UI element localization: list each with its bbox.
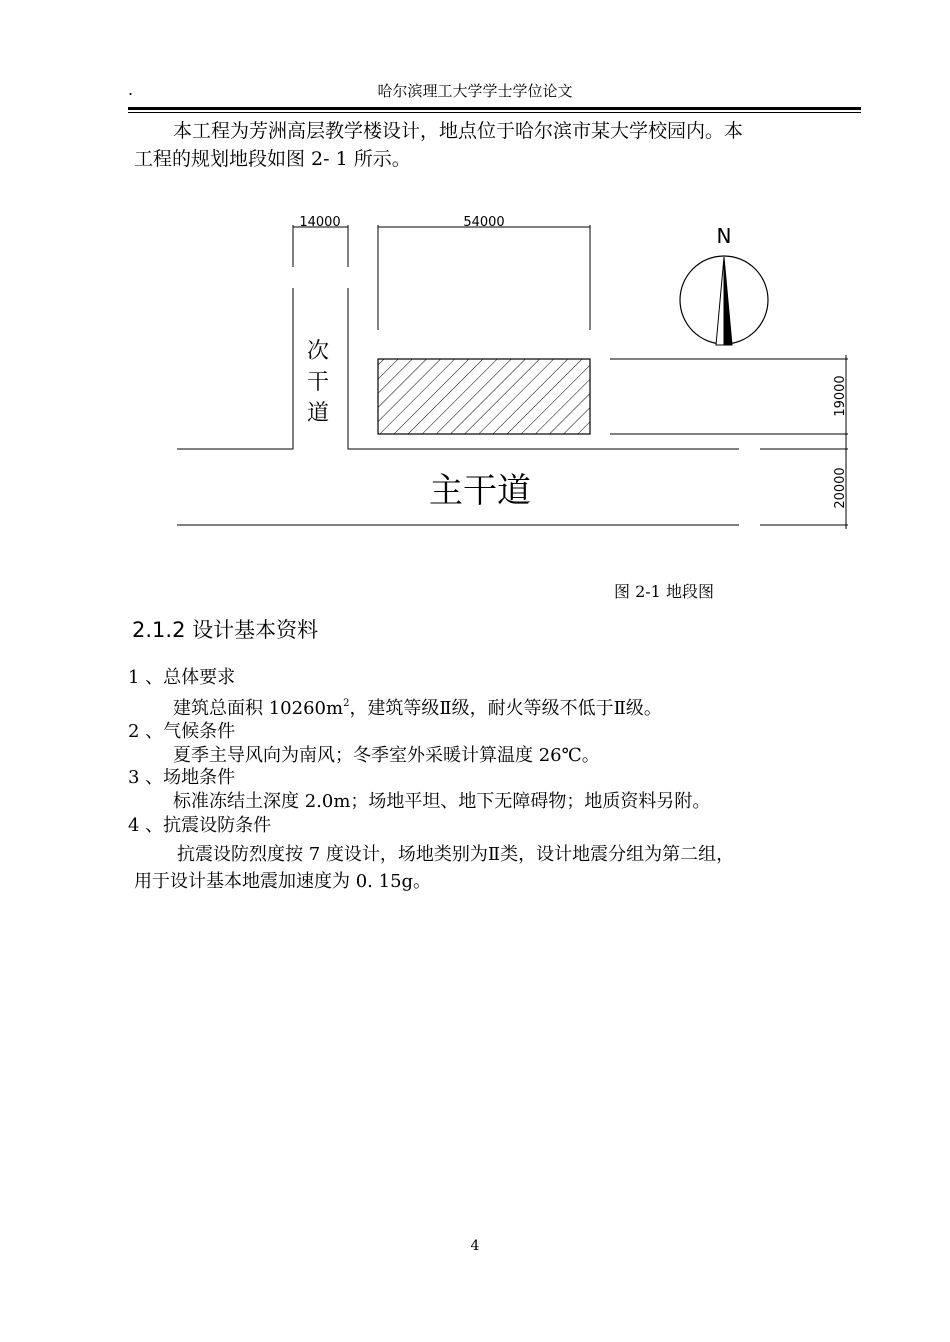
- building-footprint: [378, 359, 590, 434]
- secondary-road-char-2: 干: [306, 370, 330, 395]
- item-4-text-line-2: 用于设计基本地震加速度为 0. 15g。: [134, 871, 432, 892]
- dimension-top-main-label: 54000: [463, 215, 505, 230]
- dimension-right-lower-label: 20000: [833, 467, 848, 509]
- item-3-label: 3 、场地条件: [128, 767, 236, 788]
- section-heading: 2.1.2 设计基本资料: [132, 618, 319, 642]
- north-label: N: [716, 224, 732, 248]
- site-plan-figure: [170, 205, 860, 540]
- north-arrow-right: [724, 257, 732, 345]
- item-4-label: 4 、抗震设防条件: [128, 815, 272, 836]
- dimension-top-left: [293, 225, 348, 267]
- item-1-text: 建筑总面积 $10260m^2$，建筑等级Ⅱ级，耐火等级不低于Ⅱ级。: [173, 698, 662, 719]
- item-3-text: 标准冻结土深度 2.0m；场地平坦、地下无障碍物；地质资料另附。: [173, 791, 711, 812]
- header-rule-thick: [128, 107, 861, 110]
- dimension-top-main: [378, 225, 590, 330]
- secondary-road-char-1: 次: [306, 339, 330, 364]
- header-dot: .: [128, 80, 134, 99]
- figure-caption: 图 2-1 地段图: [614, 582, 714, 601]
- header-title: 哈尔滨理工大学学士学位论文: [377, 82, 573, 100]
- north-arrow-left: [716, 257, 724, 345]
- dimension-top-left-label: 14000: [299, 215, 341, 230]
- item-1-label: 1 、总体要求: [128, 667, 236, 688]
- secondary-road-char-3: 道: [306, 401, 330, 426]
- intro-line-1: 本工程为芳洲高层教学楼设计，地点位于哈尔滨市某大学校园内。本: [173, 120, 744, 142]
- item-4-text-line-1: 抗震设防烈度按 7 度设计，场地类别为Ⅱ类，设计地震分组为第二组，: [177, 844, 735, 865]
- main-road-label: 主干道: [429, 471, 531, 511]
- dimension-right-upper-label: 19000: [833, 375, 848, 417]
- intro-line-2: 工程的规划地段如图 2- 1 所示。: [134, 148, 411, 170]
- item-2-label: 2 、气候条件: [128, 721, 236, 742]
- item-2-text: 夏季主导风向为南风；冬季室外采暖计算温度 26℃。: [173, 745, 600, 766]
- header-rule-thin: [128, 112, 861, 113]
- page-number: 4: [470, 1238, 480, 1254]
